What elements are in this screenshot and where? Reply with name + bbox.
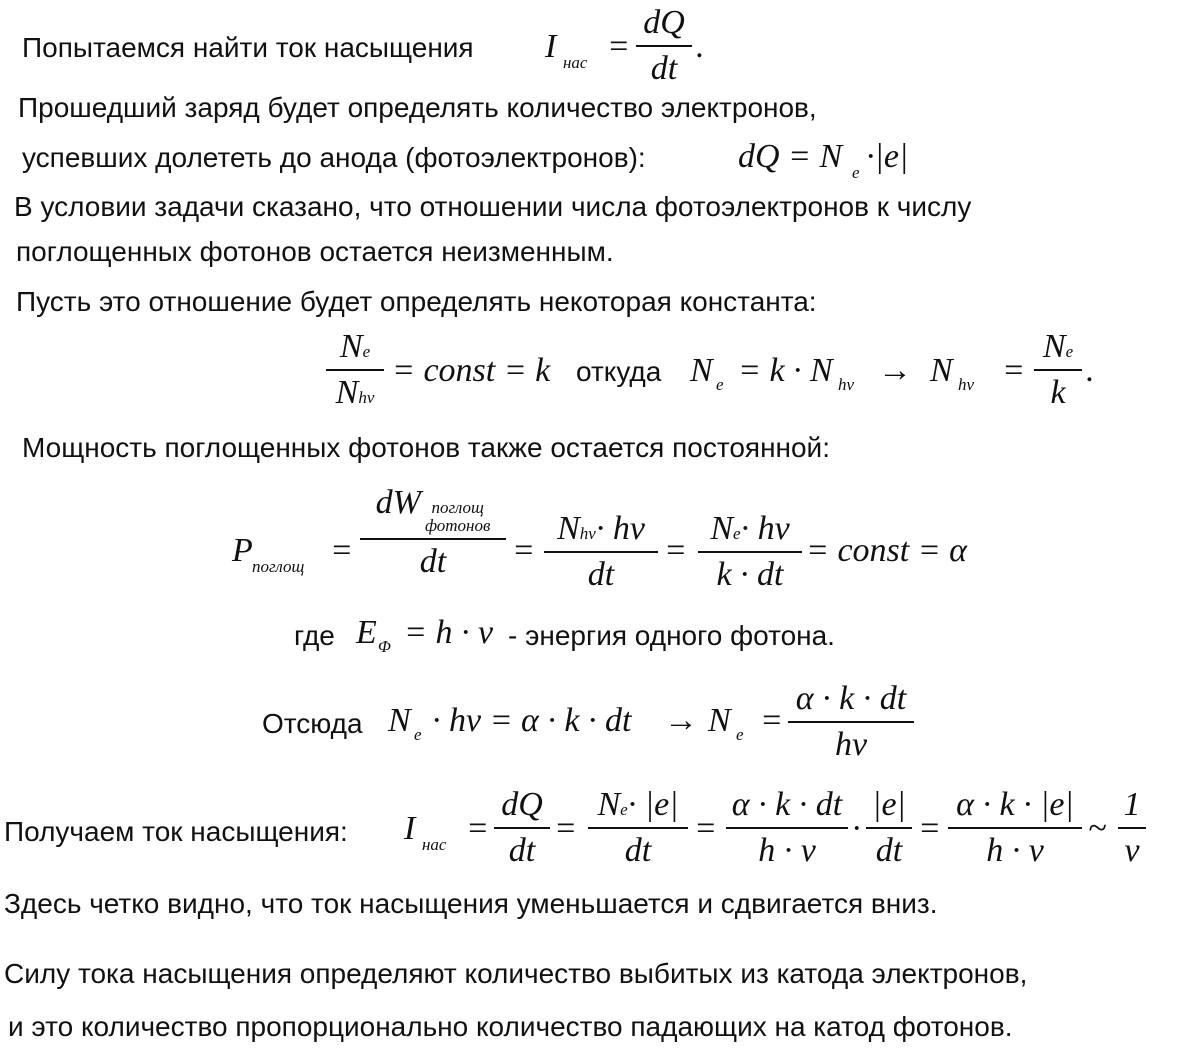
text-line-photoelectrons: успевших долететь до анода (фотоэлектронов): (22, 142, 646, 173)
text-line-charge: Прошедший заряд будет определять количество электронов, (18, 92, 817, 123)
text-line-clearly-seen: Здесь четко видно, что ток насыщения уменьшается и сдвигается вниз. (4, 888, 938, 919)
text-line-saturation-force: Силу тока насыщения определяют количество выбитых из катода электронов, (4, 958, 1028, 989)
text-line-power: Мощность поглощенных фотонов также остается постоянной: (22, 432, 830, 463)
text-line-unchanged: поглощенных фотонов остается неизменным. (16, 236, 614, 267)
text-line-proportional: и это количество пропорционально количество падающих на катод фотонов. (8, 1011, 1013, 1042)
text-line-find-current: Попытаемся найти ток насыщения (22, 32, 474, 63)
text-line-condition: В условии задачи сказано, что отношении числа фотоэлектронов к числу (14, 191, 972, 222)
text-line-constant: Пусть это отношение будет определять некоторая константа: (16, 286, 817, 317)
